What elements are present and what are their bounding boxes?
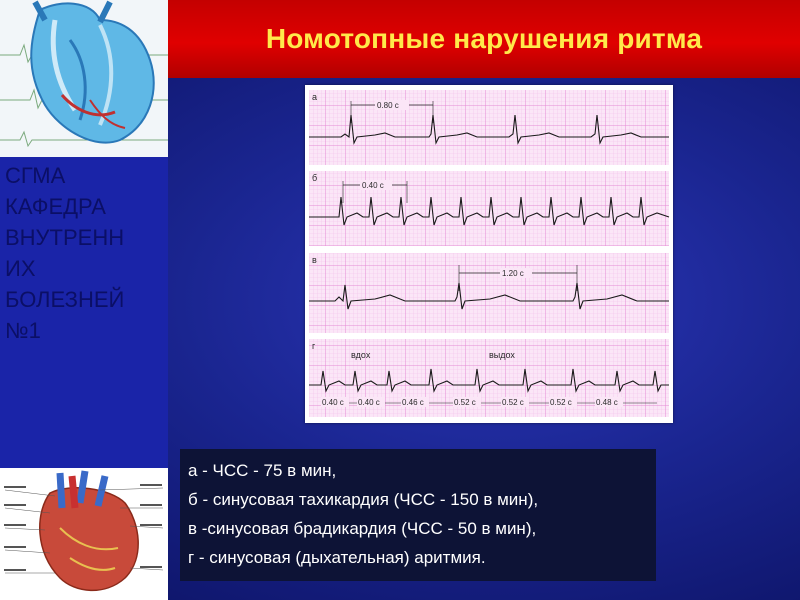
caption-line: в -синусовая брадикардия (ЧСС - 50 в мин), — [188, 519, 537, 538]
department-line: №1 — [5, 318, 41, 343]
inhale-label: вдох — [351, 350, 371, 360]
strip-letter: а — [312, 92, 318, 102]
department-line: КАФЕДРА — [5, 194, 106, 219]
department-line: СГМА — [5, 163, 66, 188]
department-label — [5, 160, 165, 346]
department-line: ВНУТРЕНН — [5, 225, 125, 250]
interval-label: 0.52 с — [454, 398, 476, 407]
caption-line: б - синусовая тахикардия (ЧСС - 150 в мин), — [188, 490, 539, 509]
exhale-label: выдох — [489, 350, 515, 360]
interval-label: 0.48 с — [596, 398, 618, 407]
strip-letter: б — [312, 173, 318, 183]
interval-label: 0.40 с — [362, 181, 384, 190]
interval-label: 0.52 с — [502, 398, 524, 407]
caption-line: а - ЧСС - 75 в мин, — [188, 461, 337, 480]
interval-label: 0.46 с — [402, 398, 424, 407]
interval-label: 1.20 с — [502, 269, 524, 278]
caption-box — [180, 449, 656, 581]
ecg-strip-g — [309, 339, 669, 417]
page-title: Номотопные нарушения ритма — [265, 23, 703, 54]
strip-letter: в — [312, 255, 317, 265]
interval-label: 0.80 с — [377, 101, 399, 110]
caption-line: г - синусовая (дыхательная) аритмия. — [188, 548, 486, 567]
interval-label: 0.40 с — [358, 398, 380, 407]
ecg-strip-a — [309, 90, 669, 165]
strip-letter: г — [312, 341, 316, 351]
department-line: ИХ — [5, 256, 36, 281]
interval-label: 0.40 с — [322, 398, 344, 407]
ecg-strip-v — [309, 253, 669, 333]
heart-anatomy-illustration — [0, 0, 168, 157]
department-line: БОЛЕЗНЕЙ — [5, 287, 125, 312]
interval-label: 0.52 с — [550, 398, 572, 407]
ecg-strip-b — [309, 171, 669, 246]
ecg-figure — [305, 85, 673, 423]
heart-anatomy-labeled-illustration — [0, 468, 168, 600]
title-bar — [168, 0, 800, 78]
